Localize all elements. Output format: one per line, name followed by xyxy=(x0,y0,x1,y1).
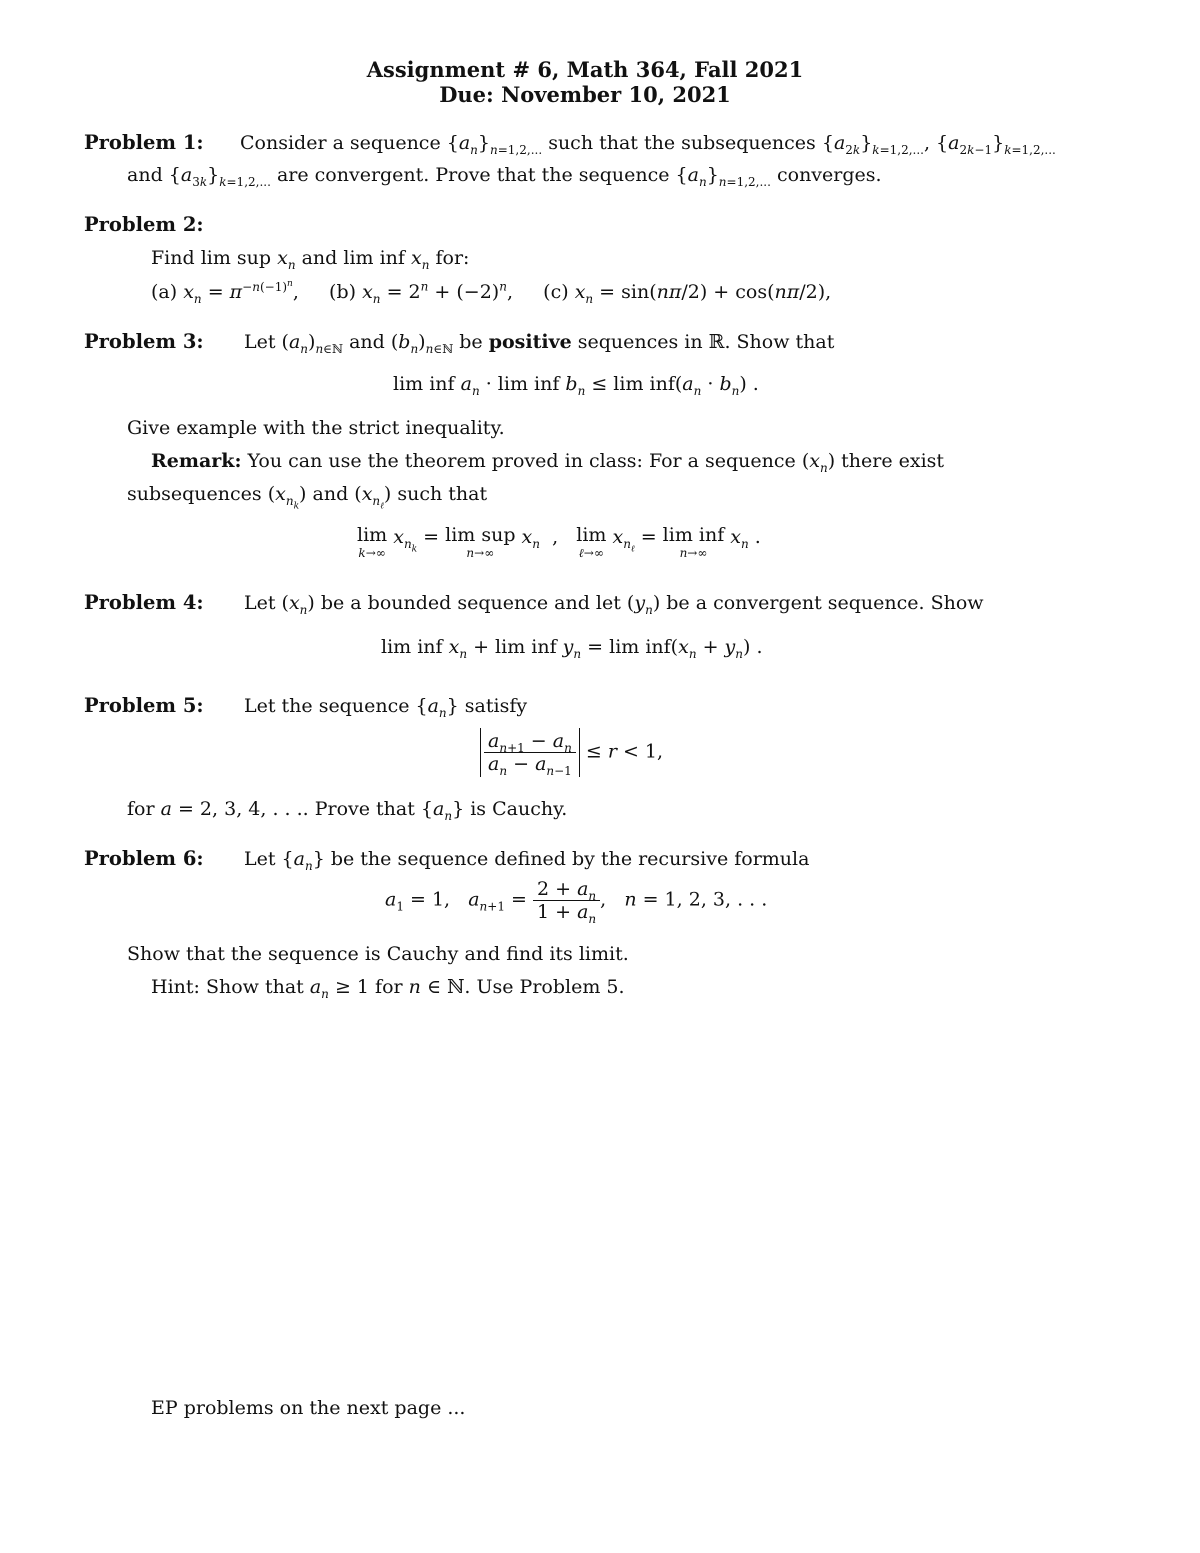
problem-1-label: Problem 1: xyxy=(84,131,204,154)
due-date: Due: November 10, 2021 xyxy=(439,82,731,107)
problem-4-label: Problem 4: xyxy=(84,591,204,614)
problem-4-equation: lim inf $x_n + \lim$ inf $y_n = \lim inf(x_n + y_n)$ . xyxy=(381,636,763,661)
problem-3-remark: Remark: You can use the theorem proved in class: For a sequence $(x_n)$ there exist xyxy=(151,450,945,475)
problem-3-limit-formula: lim k→∞ $x_{n_k} = \lim$ sup n→∞ $x_n$ , lim ℓ→∞ $x_{n_\ell} = \lim$ inf n→∞ $x_n$ . xyxy=(357,524,761,560)
problem-6-line-1: Let $\{a_n\}$ be the sequence defined by the recursive formula xyxy=(244,848,810,873)
problem-1-line-1: Consider a sequence $\{a_n\}_{n=1,2,...}$ such that the subsequences $\{a_{2k}\}_{k=1,2,...}$, $\{a_{2k-1}\}_{k=1,2,...}$ xyxy=(240,132,1056,157)
problem-4-line-1: Let $(x_n)$ be a bounded sequence and let $(y_n)$ be a convergent sequence. Show xyxy=(244,592,984,617)
problem-6-hint: Hint: Show that $a_n \ge 1$ for n ∈ ℕ. Use Problem 5. xyxy=(151,976,625,1001)
problem-6-show: Show that the sequence is Cauchy and find its limit. xyxy=(127,943,629,965)
problem-5-label: Problem 5: xyxy=(84,694,204,717)
problem-5-line-2: for a = 2, 3, 4, . . .. Prove that $\{a_n\}$ is Cauchy. xyxy=(127,798,568,823)
problem-2-intro: Find lim sup $x_n$ and lim inf $x_n$ for: xyxy=(151,247,470,272)
page-title: Assignment # 6, Math 364, Fall 2021 xyxy=(366,57,804,82)
problem-6-label: Problem 6: xyxy=(84,847,204,870)
problem-3-remark-line-2: subsequences $(x_{n_k})$ and $(x_{n_\ell})$ such that xyxy=(127,483,488,512)
problem-5-ratio: $\frac{a_{n+1} - a_n}{a_n - a_{n-1}}$ ≤ r < 1, xyxy=(480,728,663,777)
problem-3-line-1: Let $(a_n)_{n\in ℕ}$ and $(b_n)_{n\in ℕ}$ be positive sequences in ℝ. Show that xyxy=(244,331,835,356)
problem-2-parts: (a) $x_n = \pi^{-n(-1)^n}$, (b) $x_n = 2^n + (-2)^n$, (c) $x_n = \sin(n\pi/2) + \cos(n\pi/2)$, xyxy=(151,278,832,306)
problem-1-line-2: and $\{a_{3k}\}_{k=1,2,...}$ are convergent. Prove that the sequence $\{a_n\}_{n=1,2,...}$ converges. xyxy=(127,164,882,189)
problem-5-line-1: Let the sequence $\{a_n\}$ satisfy xyxy=(244,695,528,720)
problem-3-example: Give example with the strict inequality. xyxy=(127,417,505,439)
problem-2-label: Problem 2: xyxy=(84,213,204,236)
problem-6-recursion: $a_1 = 1$, $a_{n+1}$ = $\frac{2 + a_n}{1 + a_n}$ , n = 1, 2, 3, . . . xyxy=(385,878,768,926)
problem-3-label: Problem 3: xyxy=(84,330,204,353)
problem-3-inequality: lim inf $a_n \cdot \lim$ inf $b_n \le \lim inf(a_n \cdot b_n)$ . xyxy=(393,373,759,398)
footer-note: EP problems on the next page ... xyxy=(151,1397,466,1419)
